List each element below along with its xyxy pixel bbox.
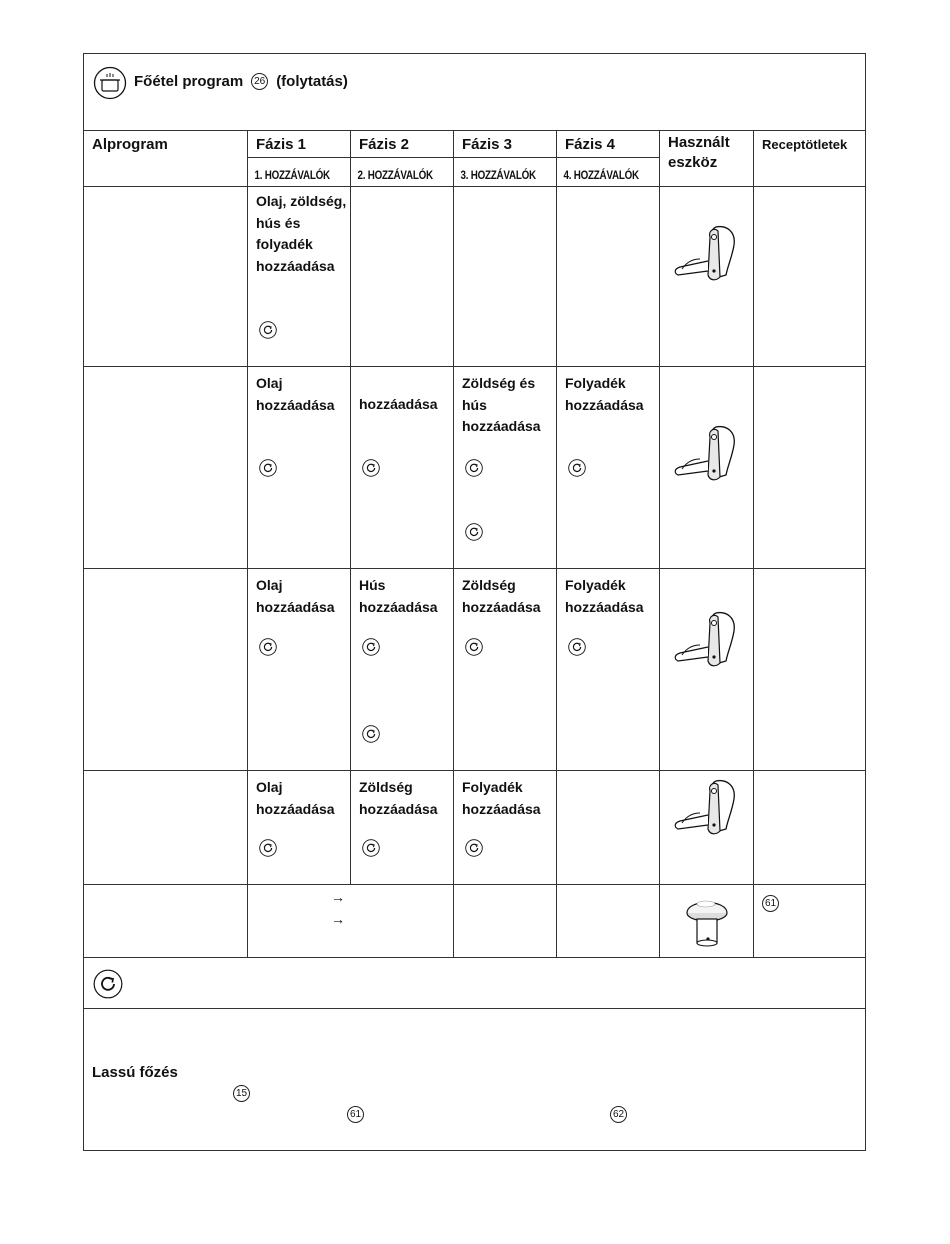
arrow-right-icon: → [331, 911, 345, 927]
table-row-2-subprogram [84, 367, 248, 569]
table-row-3-phase2: Hús hozzáadása [351, 569, 454, 771]
table-row-5-subprogram [84, 885, 248, 958]
table-row-1-phase1: Olaj, zöldség, hús és folyadék hozzáadása [248, 187, 351, 367]
rotation-icon [465, 523, 483, 541]
rotation-icon [362, 725, 380, 743]
program-title: Főétel program [134, 73, 244, 90]
table-row-2-phase3: Zöldség és hús hozzáadása [454, 367, 557, 569]
col-phase2-header: Fázis 2 [351, 130, 454, 158]
rotation-icon [465, 459, 483, 477]
pot-icon [93, 66, 127, 100]
table-row-4-recipes [754, 771, 865, 885]
stirring-paddle-icon [670, 223, 742, 289]
table-row-4-phase1: Olaj hozzáadása [248, 771, 351, 885]
rotation-icon [568, 638, 586, 656]
rotation-icon [362, 638, 380, 656]
col-phase4-header: Fázis 4 [557, 130, 660, 158]
table-row-4-tool [660, 771, 754, 885]
stirring-paddle-icon [670, 777, 742, 843]
program-table [83, 53, 866, 1151]
rotation-icon [259, 321, 277, 339]
ingredients1-header: 1. HOZZÁVALÓK [248, 158, 351, 187]
table-row-1-phase2 [351, 187, 454, 367]
ingredients3-header: 3. HOZZÁVALÓK [454, 158, 557, 187]
cap-plug-icon [684, 891, 730, 951]
rotation-icon [259, 459, 277, 477]
col-phase3-header: Fázis 3 [454, 130, 557, 158]
notes-section [84, 1009, 865, 1150]
rotation-icon [362, 459, 380, 477]
table-row-1-tool [660, 187, 754, 367]
table-row-3-phase4: Folyadék hozzáadása [557, 569, 660, 771]
rotation-icon [568, 459, 586, 477]
table-row-5-phase1-2 [248, 885, 454, 958]
table-row-3-tool [660, 569, 754, 771]
table-row-4-phase3: Folyadék hozzáadása [454, 771, 557, 885]
table-row-2-phase2: hozzáadása [351, 367, 454, 569]
col-subprogram-header: Alprogram [84, 130, 248, 187]
ingredients2-header: 2. HOZZÁVALÓK [351, 158, 454, 187]
table-row-4-phase2: Zöldség hozzáadása [351, 771, 454, 885]
rotation-legend-row [84, 958, 865, 1009]
title-row [84, 54, 865, 131]
rotation-icon [465, 839, 483, 857]
stirring-paddle-icon [670, 423, 742, 489]
table-row-3-subprogram [84, 569, 248, 771]
slow-cook-heading: Lassú főzés [92, 1064, 178, 1081]
program-number: 26 [251, 73, 268, 90]
reference-15: 15 [233, 1085, 250, 1102]
table-row-2-phase4: Folyadék hozzáadása [557, 367, 660, 569]
ingredients4-header: 4. HOZZÁVALÓK [557, 158, 660, 187]
page-title [134, 73, 348, 90]
stirring-paddle-icon [670, 609, 742, 675]
table-row-1-recipes [754, 187, 865, 367]
rotation-icon [259, 638, 277, 656]
table-row-1-phase3 [454, 187, 557, 367]
col-recipes-header: Receptötletek [754, 130, 865, 187]
col-phase1-header: Fázis 1 [248, 130, 351, 158]
rotation-icon [362, 839, 380, 857]
arrow-right-icon: → [331, 889, 345, 905]
table-row-5-tool [660, 885, 754, 958]
rotation-icon [259, 839, 277, 857]
table-row-1-phase4 [557, 187, 660, 367]
table-row-5-phase3 [454, 885, 557, 958]
col-tool-header: Használt eszköz [660, 130, 754, 187]
table-row-2-recipes [754, 367, 865, 569]
title-suffix: (folytatás) [276, 73, 348, 90]
table-row-3-phase3: Zöldség hozzáadása [454, 569, 557, 771]
table-row-2-tool [660, 367, 754, 569]
reference-61: 61 [347, 1106, 364, 1123]
table-row-3-phase1: Olaj hozzáadása [248, 569, 351, 771]
table-row-4-phase4 [557, 771, 660, 885]
rotation-icon [465, 638, 483, 656]
table-row-2-phase1: Olaj hozzáadása [248, 367, 351, 569]
table-row-1-subprogram [84, 187, 248, 367]
rotation-icon [93, 969, 123, 999]
reference-62: 62 [610, 1106, 627, 1123]
table-row-5-recipes [754, 885, 865, 958]
recipe-ref-61: 61 [762, 895, 779, 912]
table-row-4-subprogram [84, 771, 248, 885]
table-row-3-recipes [754, 569, 865, 771]
table-row-5-phase4 [557, 885, 660, 958]
